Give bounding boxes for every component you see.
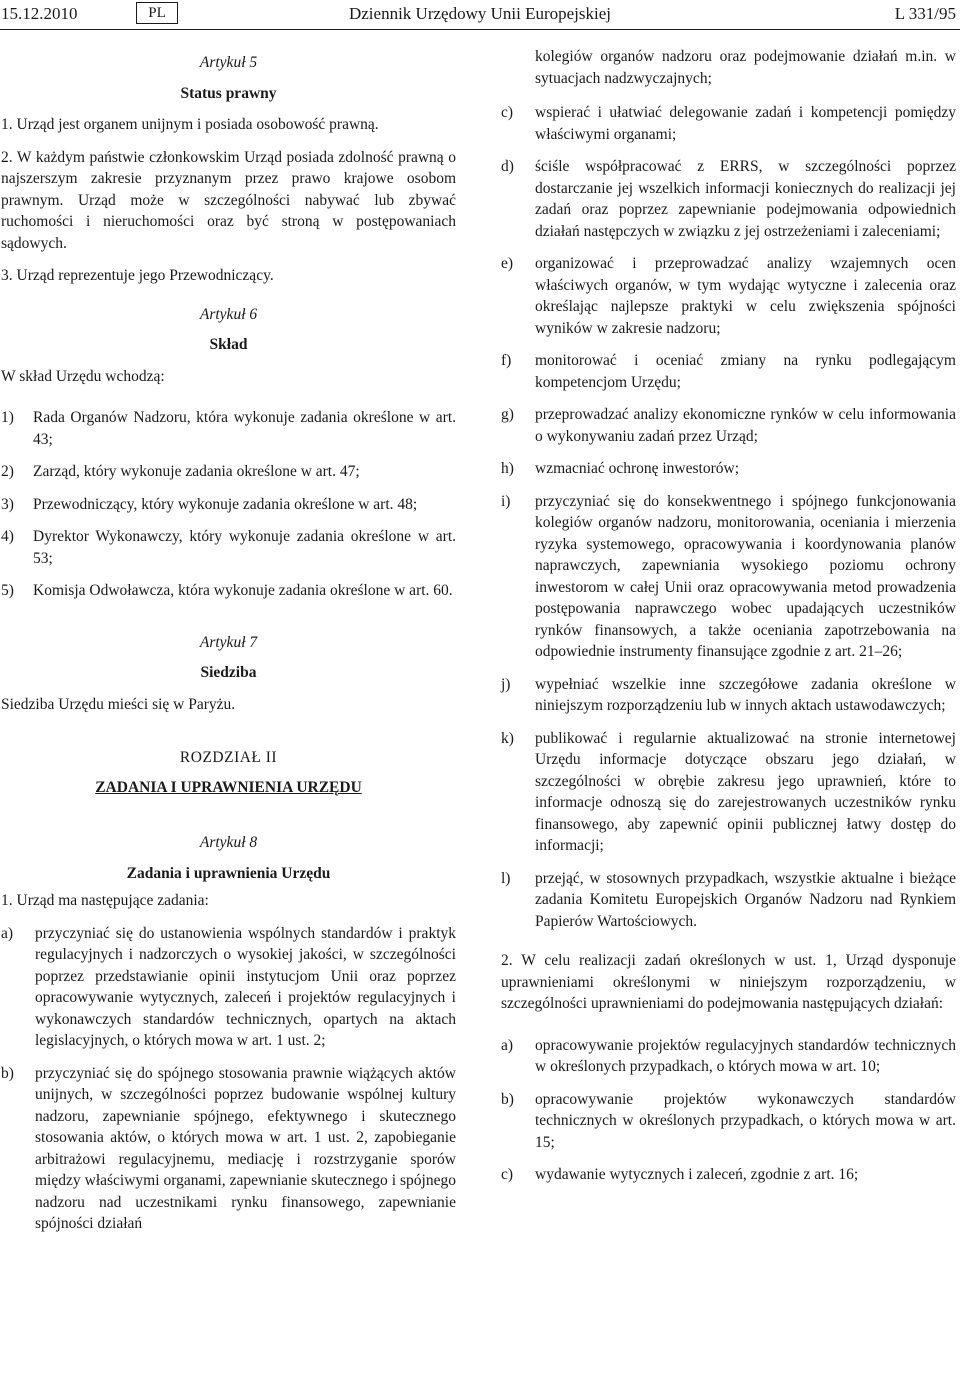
- list-item-text: organizować i przeprowadzać analizy wzajemnych ocen właściwych organów, w tym wydając wytyczne i zalecenia oraz określając najlepsze praktyki w celu zwiększenia spójności wyników w zakresie nadzoru;: [535, 255, 956, 337]
- list-item-label: 4): [1, 528, 14, 545]
- list-item: [1, 923, 456, 1052]
- page-reference: L 331/95: [894, 4, 956, 23]
- chapter-number: ROZDZIAŁ II: [179, 749, 278, 766]
- list-item: [501, 102, 956, 145]
- list-item: [501, 491, 956, 663]
- article-5-paragraph-3: 3. Urząd reprezentuje jego Przewodniczący.: [1, 267, 274, 284]
- list-item-text: przeprowadzać analizy ekonomiczne rynków w celu informowania o wykonywaniu zadań przez Urząd;: [535, 406, 956, 445]
- list-item: [1, 494, 456, 516]
- list-item-label: 1): [1, 409, 14, 426]
- list-item-label: 2): [1, 463, 14, 480]
- list-item: [1, 407, 456, 450]
- article-5-paragraph-2: 2. W każdym państwie członkowskim Urząd posiada zdolność prawną o najszerszym zakresie przyznanym przez prawo krajowe osobom prawnym. Urząd może w szczególności nabywać lub zbywać ruchomości i nieruchomości oraz być stroną w postępowaniach sądowych.: [1, 148, 456, 252]
- article-6-title: Skład: [209, 336, 248, 353]
- article-6-intro: W skład Urzędu wchodzą:: [1, 367, 165, 385]
- list-item-label: b): [501, 1090, 514, 1108]
- list-item: [1, 526, 456, 569]
- list-item-text: przyczyniać się do ustanowienia wspólnych standardów i praktyk regulacyjnych i nadzorczych o wysokiej jakości, w szczególności poprzez przedstawianie opinii instytucjom Unii oraz poprzez opracowywanie wytycznych, zaleceń i projektów regulacyjnych i wykonawczych standardów technicznych, opartych na aktach legislacyjnych, o których mowa w art. 1 ust. 2;: [35, 924, 456, 1049]
- article-7-number: Artykuł 7: [199, 633, 258, 651]
- list-item: [501, 350, 956, 393]
- article-8-number: Artykuł 8: [199, 834, 258, 851]
- list-item-text: przejąć, w stosownych przypadkach, wszystkie aktualne i bieżące zadania Komitetu Europejskich Organów Nadzoru nad Rynkiem Papierów Wartościowych.: [535, 869, 956, 930]
- list-item: [501, 728, 956, 857]
- list-item-label: l): [501, 869, 511, 887]
- list-item-text: Dyrektor Wykonawczy, który wykonuje zadania określone w art. 53;: [33, 528, 456, 567]
- list-item-text: przyczyniać się do konsekwentnego i spójnego funkcjonowania kolegiów organów nadzoru, monitorowania, oceniania i mierzenia ryzyka systemowego, opracowywania i koordynowania planów naprawczych, zapewniania wysokiego poziomu ochrony inwestorom w całej Unii oraz opracowywania metod prowadzenia postępowania naprawczego wobec upadających uczestników rynków finansowych, a także oceniania zapotrzebowania na odpowiednie instrumenty finansujące zgodnie z art. 21–26;: [535, 492, 956, 660]
- list-item-text: Rada Organów Nadzoru, która wykonuje zadania określone w art. 43;: [33, 409, 456, 448]
- list-item: [501, 404, 956, 447]
- list-item-text: Przewodniczący, który wykonuje zadania określone w art. 48;: [33, 495, 418, 513]
- list-item: [501, 674, 956, 717]
- list-item: [1, 461, 456, 483]
- chapter-title: ZADANIA I UPRAWNIENIA URZĘDU: [95, 778, 362, 796]
- list-item-label: c): [501, 1166, 514, 1183]
- list-item: [1, 1063, 456, 1235]
- list-item-text: opracowywanie projektów wykonawczych standardów technicznych w określonych przypadkach, o których mowa w art. 15;: [535, 1090, 956, 1151]
- article-7-text: Siedziba Urzędu mieści się w Paryżu.: [1, 695, 236, 713]
- list-item-label: h): [501, 460, 514, 477]
- list-item: [1, 580, 456, 602]
- list-item-label: a): [1, 924, 14, 942]
- list-item-label: a): [501, 1036, 514, 1054]
- list-item-text: wspierać i ułatwiać delegowanie zadań i kompetencji pomiędzy właściwymi organami;: [535, 104, 956, 143]
- publication-date: 15.12.2010: [1, 4, 78, 23]
- list-item-text: wydawanie wytycznych i zaleceń, zgodnie z art. 16;: [535, 1166, 859, 1183]
- list-item: [501, 253, 956, 339]
- list-item-label: 3): [1, 495, 14, 513]
- list-item-text: wypełniać wszelkie inne szczegółowe zadania określone w niniejszym rozporządzeniu lub w innych aktach ustawodawczych;: [535, 675, 956, 714]
- list-item: [501, 458, 956, 480]
- list-item-label: k): [501, 729, 514, 747]
- header-rule: [0, 29, 960, 30]
- list-item-label: b): [1, 1064, 14, 1082]
- article-7-title: Siedziba: [200, 664, 257, 681]
- list-item-text: Zarząd, który wykonuje zadania określone w art. 47;: [33, 463, 360, 480]
- page-header: [0, 0, 960, 28]
- list-item-label: e): [501, 255, 514, 272]
- right-column: [501, 46, 956, 1197]
- list-item-label: f): [501, 352, 512, 369]
- journal-title: Dziennik Urzędowy Unii Europejskiej: [348, 4, 611, 23]
- list-item-text: Komisja Odwoławcza, która wykonuje zadania określone w art. 60.: [33, 582, 453, 599]
- article-8-paragraph-2: 2. W celu realizacji zadań określonych w ust. 1, Urząd dysponuje uprawnieniami określonymi w niniejszym rozporządzeniu, w szczególności uprawnieniami do podejmowania następujących działań:: [501, 952, 956, 1012]
- left-column: [1, 46, 456, 1246]
- list-item-text: przyczyniać się do spójnego stosowania prawnie wiążących aktów unijnych, w szczególności poprzez budowanie wspólnej kultury nadzoru, zapewnianie spójnego, efektywnego i skutecznego stosowania aktów, o których mowa w art. 1 ust. 2, zapobieganie arbitrażowi regulacyjnemu, mediację i rozstrzyganie sporów między właściwymi organami, zapewnianie skutecznego i spójnego nadzoru nad uczestnikami rynku finansowego, zapewnianie spójności działań: [35, 1064, 456, 1232]
- list-item-label: c): [501, 104, 514, 121]
- list-item-text: monitorować i oceniać zmiany na rynku podlegającym kompetencjom Urzędu;: [535, 352, 956, 391]
- article-5-title: Status prawny: [180, 84, 277, 102]
- article-6-number: Artykuł 6: [199, 305, 258, 323]
- list-item-label: j): [501, 675, 511, 693]
- language-badge: PL: [136, 2, 178, 24]
- article-8-intro: 1. Urząd ma następujące zadania:: [1, 892, 209, 909]
- list-item-label: 5): [1, 582, 14, 599]
- list-item-text: ściśle współpracować z ERRS, w szczególności poprzez dostarczanie jej wszelkich informacji koniecznych do realizacji jej zadań oraz poprzez zapewnianie podejmowania odpowiednich działań następczych w związku z jej ostrzeżeniami i zaleceniami;: [535, 158, 956, 240]
- list-item-text: wzmacniać ochronę inwestorów;: [535, 460, 740, 477]
- list-item: [501, 156, 956, 242]
- continued-text: kolegiów organów nadzoru oraz podejmowanie działań m.in. w sytuacjach nadzwyczajnych;: [535, 48, 956, 87]
- article-5-paragraph-1: 1. Urząd jest organem unijnym i posiada osobowość prawną.: [1, 116, 379, 133]
- list-item: [501, 1164, 956, 1186]
- list-item-label: d): [501, 158, 514, 175]
- list-item-text: publikować i regularnie aktualizować na stronie internetowej Urzędu informacje dotyczące obszaru jego działań, w szczególności w obrębie zakresu jego uprawnień, które to informacje odnoszą się do zarejestrowanych uczestników rynku finansowego, aby zapewnić opinii publicznej łatwy dostęp do informacji;: [535, 729, 956, 854]
- list-item: [501, 1035, 956, 1078]
- list-item-label: g): [501, 406, 514, 423]
- list-item: [501, 868, 956, 933]
- article-8-title: Zadania i uprawnienia Urzędu: [126, 864, 331, 882]
- article-5-number: Artykuł 5: [199, 54, 258, 71]
- list-item: [501, 1089, 956, 1154]
- list-item-text: opracowywanie projektów regulacyjnych standardów technicznych w określonych przypadkach, o których mowa w art. 10;: [535, 1036, 956, 1075]
- list-item-label: i): [501, 492, 511, 510]
